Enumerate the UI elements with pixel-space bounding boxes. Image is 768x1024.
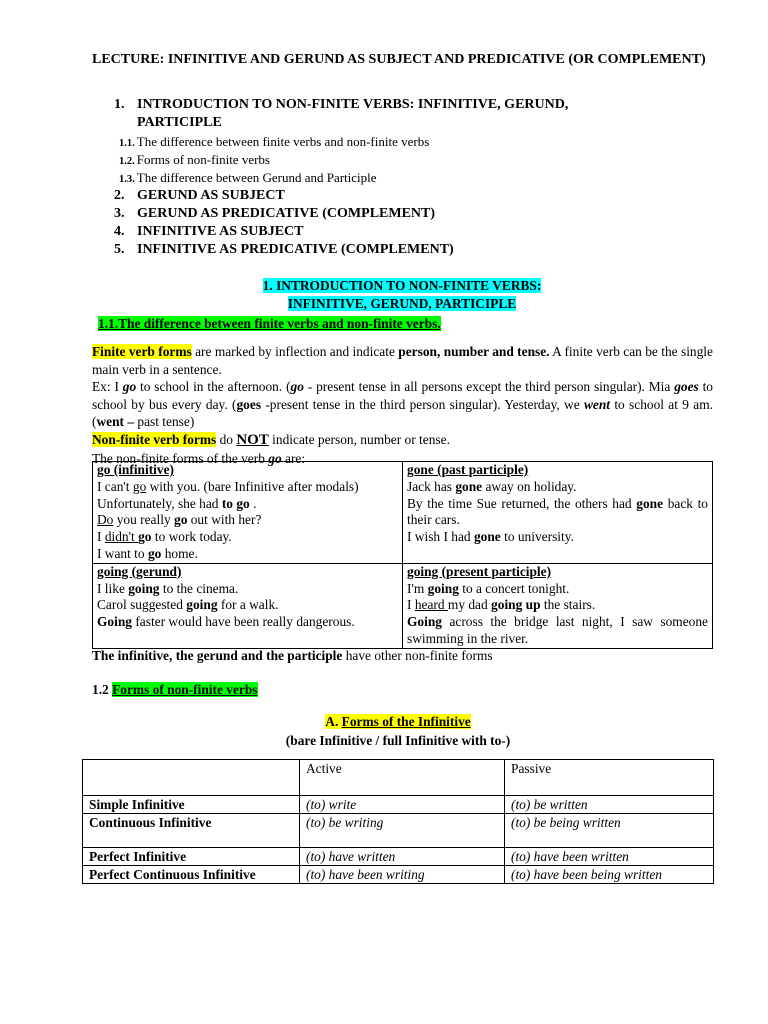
lecture-title: LECTURE: INFINITIVE AND GERUND AS SUBJECT AND PREDICATIVE (OR COMPLEMENT): [92, 52, 706, 67]
text-bold: going up: [491, 597, 541, 613]
toc-item-5: [114, 241, 454, 259]
toc-subitem-text: The difference between Gerund and Participle: [136, 170, 377, 185]
text-span: I want to: [97, 545, 148, 561]
toc-subitem-text: Forms of non-finite verbs: [136, 152, 270, 167]
table-corner-cell: [83, 760, 300, 796]
toc-subitem-1-1: [119, 133, 429, 153]
present-participle-cell: [403, 563, 713, 648]
section-a-number: A.: [325, 714, 342, 729]
toc-item-text: GERUND AS PREDICATIVE (COMPLEMENT): [137, 206, 436, 221]
text-span: I: [97, 529, 105, 545]
section-a-title: Forms of the Infinitive: [341, 714, 471, 729]
cell-active: (to) have been writing: [300, 866, 505, 884]
text-bold: person, number and tense.: [398, 344, 550, 359]
text-underline: Do: [97, 512, 114, 528]
non-finite-forms-table: [92, 461, 713, 649]
section-1-heading-line1: 1. INTRODUCTION TO NON-FINITE VERBS:: [262, 278, 542, 293]
text-span: By the time Sue returned, the others had: [407, 495, 637, 511]
text-span: back to their cars.: [407, 495, 709, 528]
cell-active: (to) be writing: [300, 814, 505, 848]
text-span: Jack has: [407, 478, 456, 494]
text-bold-italic: go: [268, 450, 282, 466]
subsection-text: Forms of non-finite verbs: [112, 682, 258, 697]
toc-item-4: [114, 223, 304, 241]
subsection-1-2-heading: [92, 681, 258, 699]
row-label: Continuous Infinitive: [83, 814, 300, 848]
text-bold-underline: NOT: [236, 431, 269, 448]
text-span: indicate person, number or tense.: [268, 431, 450, 447]
text-bold: go: [147, 545, 162, 561]
toc-item-text: INFINITIVE AS PREDICATIVE (COMPLEMENT): [137, 242, 454, 257]
text-span: do: [216, 431, 237, 447]
cell-active: (to) have written: [300, 848, 505, 866]
text-span: to work today.: [151, 529, 232, 545]
toc-subitem-1-2: [119, 151, 270, 171]
text-span: faster would have been really dangerous.: [131, 614, 355, 630]
toc-item-3: [114, 205, 435, 223]
cell-heading: gone (past participle): [407, 462, 529, 477]
text-bold: gone: [636, 495, 664, 511]
gerund-cell: [93, 563, 403, 648]
cell-passive: (to) be written: [505, 796, 714, 814]
toc-item-number: 3.: [114, 206, 125, 221]
text-span: are:: [281, 450, 306, 466]
text-bold-italic: go: [290, 379, 304, 395]
text-span: the stairs.: [540, 597, 596, 613]
row-label: Simple Infinitive: [83, 796, 300, 814]
toc-item-2: [114, 187, 285, 205]
text-bold: gone: [455, 478, 483, 494]
text-bold: goes: [236, 396, 262, 412]
header-active: Active: [300, 760, 505, 796]
cell-active: (to) write: [300, 796, 505, 814]
text-bold: gone: [473, 529, 501, 545]
infinitive-cell: [93, 462, 403, 564]
table-row: [83, 848, 714, 866]
finite-verbs-paragraph: [92, 343, 713, 467]
toc-subitem-number: 1.1.: [119, 138, 135, 149]
text-span: to school in the afternoon. (: [136, 379, 291, 395]
toc-subitem-number: 1.3.: [119, 174, 135, 185]
text-span: I can't: [97, 478, 133, 494]
text-span: out with her?: [187, 512, 262, 528]
text-span: to the cinema.: [159, 580, 239, 596]
text-span: for a walk.: [217, 597, 279, 613]
text-span: -present tense in the third person singular). Yesterday, we: [261, 396, 584, 412]
toc-item-text: INTRODUCTION TO NON-FINITE VERBS: INFINITIVE, GERUND,: [137, 97, 569, 112]
section-1-heading-line2: INFINITIVE, GERUND, PARTICIPLE: [287, 296, 517, 311]
text-span: to a concert tonight.: [458, 580, 570, 596]
text-span: I'm: [407, 580, 428, 596]
toc-subitem-text: The difference between finite verbs and non-finite verbs: [136, 134, 430, 149]
text-underline: go: [132, 478, 147, 494]
subsection-1-1-heading: [98, 315, 441, 333]
toc-subitem-1-3: [119, 169, 377, 189]
text-bold: go: [174, 512, 188, 528]
text-underline: heard: [414, 597, 448, 613]
text-span: I like: [97, 580, 129, 596]
text-span: - present tense in all persons except the third person singular). Mia: [303, 379, 675, 395]
text-bold: going: [427, 580, 459, 596]
section-a-subtitle: (bare Infinitive / full Infinitive with to-): [285, 733, 511, 748]
text-span: I: [407, 597, 415, 613]
toc-item-number: 1.: [114, 97, 125, 112]
text-span: to university.: [500, 529, 574, 545]
nonfinite-term: Non-finite verb forms: [92, 431, 217, 447]
text-span: are marked by inflection and indicate: [191, 344, 399, 359]
cell-heading: going (gerund): [97, 563, 182, 579]
text-bold-italic: go: [122, 379, 137, 395]
table-row: [83, 866, 714, 884]
toc-subitem-number: 1.2.: [119, 156, 135, 167]
cell-passive: (to) have been being written: [505, 866, 714, 884]
text-bold-italic: went: [583, 396, 611, 412]
text-span: to school at 9 am. (: [92, 396, 713, 430]
cell-heading: going (present participle): [407, 563, 552, 579]
text-span: .: [249, 495, 257, 511]
text-underline: didn't: [104, 529, 139, 545]
text-span: The non-finite forms of the verb: [92, 450, 269, 466]
text-span: past tense): [134, 414, 195, 430]
text-bold: Going: [407, 614, 442, 630]
text-span: you really: [113, 512, 174, 528]
toc-item-1-continued: PARTICIPLE: [137, 115, 222, 130]
row-label: Perfect Continuous Infinitive: [83, 866, 300, 884]
text-bold: went –: [96, 414, 135, 430]
text-span: my dad: [447, 597, 492, 613]
text-span: A finite verb can be the single main verb in a sentence.: [92, 344, 713, 377]
section-1-heading-2: [92, 295, 712, 313]
toc-item-text: GERUND AS SUBJECT: [137, 188, 285, 203]
section-a-heading: [82, 713, 714, 731]
text-span: away on holiday.: [482, 478, 577, 494]
text-span: I wish I had: [407, 529, 474, 545]
toc-item-number: 2.: [114, 188, 125, 203]
header-passive: Passive: [505, 760, 714, 796]
section-1-heading: [92, 277, 712, 295]
text-span: Ex: I: [92, 379, 123, 395]
text-bold: to go: [221, 495, 250, 511]
text-bold-italic: goes: [674, 379, 699, 395]
text-span: Carol suggested: [97, 597, 187, 613]
finite-term: Finite verb forms: [92, 344, 192, 359]
toc-item-1: [114, 96, 568, 114]
text-bold: Going: [97, 614, 132, 630]
text-span: across the bridge last night, I saw someone swimming in the river.: [407, 614, 708, 646]
toc-item-number: 5.: [114, 242, 125, 257]
text-bold: go: [138, 529, 152, 545]
subsection-1-1-text: 1.1.The difference between finite verbs and non-finite verbs.: [98, 316, 441, 331]
toc-item-number: 4.: [114, 224, 125, 239]
after-table-sentence: [92, 647, 493, 665]
text-span: have other non-finite forms: [342, 648, 493, 663]
toc-item-text: INFINITIVE AS SUBJECT: [137, 224, 304, 239]
subsection-number: 1.2: [92, 682, 113, 697]
text-bold: going: [186, 597, 218, 613]
past-participle-cell: [403, 462, 713, 564]
text-span: to school by bus every day. (: [92, 379, 714, 412]
row-label: Perfect Infinitive: [83, 848, 300, 866]
infinitive-forms-table: [82, 759, 714, 884]
text-span: home.: [161, 545, 198, 561]
text-bold: going: [128, 580, 160, 596]
cell-passive: (to) be being written: [505, 814, 714, 848]
text-span: with you. (bare Infinitive after modals): [146, 478, 359, 494]
table-row: [83, 796, 714, 814]
cell-heading: go (infinitive): [97, 462, 174, 477]
text-bold: The infinitive, the gerund and the participle: [92, 648, 343, 663]
text-span: Unfortunately, she had: [97, 495, 222, 511]
cell-passive: (to) have been written: [505, 848, 714, 866]
table-row: [83, 814, 714, 848]
